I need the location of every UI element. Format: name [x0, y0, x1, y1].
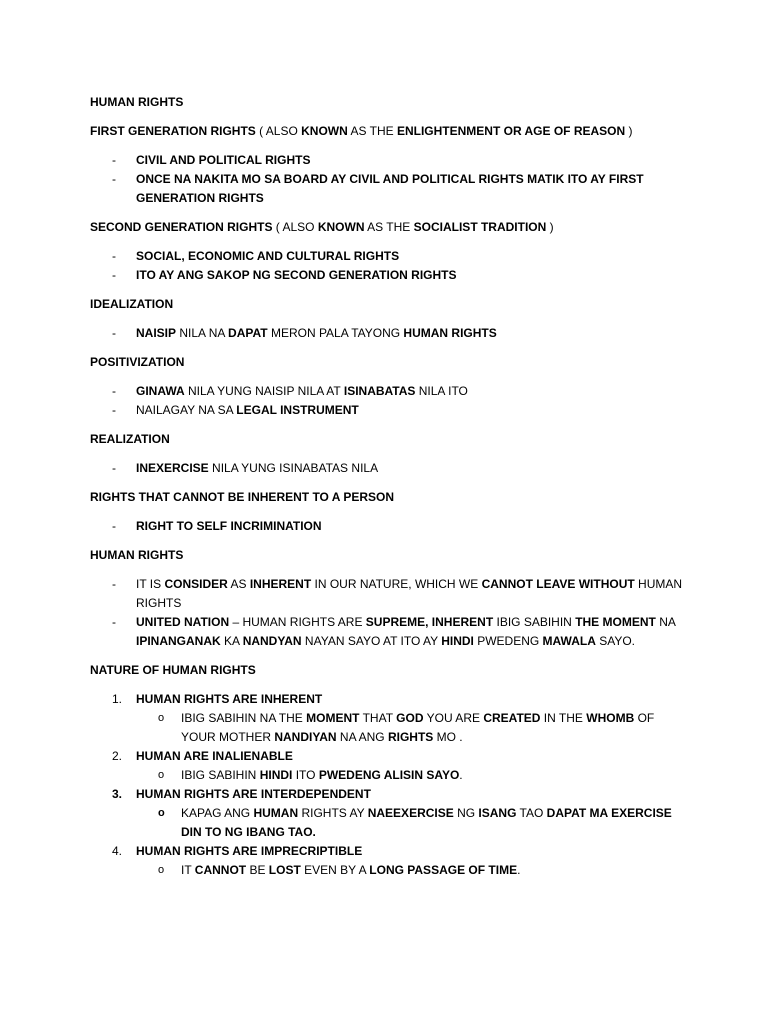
text-run: OF YOUR MOTHER [181, 711, 655, 744]
bullet-item [112, 247, 692, 266]
dash-marker: - [112, 577, 116, 591]
text-run: IBIG SABIHIN NA THE [181, 711, 307, 725]
dash-marker: - [112, 249, 116, 263]
bold-text-run: LOST [268, 863, 301, 877]
bold-text-run: KNOWN [301, 124, 348, 138]
item-text [136, 575, 692, 613]
bold-text-run: HINDI [441, 634, 474, 648]
bold-text-run: REALIZATION [90, 432, 170, 446]
numbered-item [112, 842, 692, 861]
bold-text-run: CONSIDER [164, 577, 228, 591]
bold-text-run: KNOWN [317, 220, 365, 234]
text-run: IT IS [136, 577, 165, 591]
bold-text-run: CREATED [483, 711, 541, 725]
item-text [136, 690, 692, 709]
list-number: 2. [112, 749, 123, 763]
bullet-item [112, 613, 692, 651]
heading-paragraph [90, 546, 690, 565]
bold-text-run: DAPAT [228, 326, 268, 340]
bold-text-run: NAISIP [136, 326, 177, 340]
sub-bullet-item [158, 766, 688, 785]
dash-marker: - [112, 153, 116, 167]
bold-text-run: DAPAT MA EXERCISE DIN TO NG IBANG TAO. [181, 806, 672, 839]
dash-marker: - [112, 615, 116, 629]
heading-paragraph [90, 430, 690, 449]
bold-text-run: HINDI [259, 768, 293, 782]
bullet-marker: o [158, 769, 165, 781]
bold-text-run: RIGHT TO SELF INCRIMINATION [136, 519, 322, 533]
text-run: IN OUR NATURE, WHICH WE [311, 577, 482, 591]
bold-text-run: POSITIVIZATION [90, 355, 185, 369]
item-text [181, 804, 688, 842]
text-run: NAYAN SAYO AT ITO AY [301, 634, 442, 648]
dash-marker: - [112, 268, 116, 282]
text-run: THAT [359, 711, 397, 725]
bold-text-run: HUMAN RIGHTS ARE IMPRECRIPTIBLE [136, 844, 363, 858]
text-run: . [459, 768, 463, 782]
heading-paragraph [90, 93, 690, 112]
heading-paragraph [90, 122, 690, 141]
bold-text-run: RIGHTS [387, 730, 434, 744]
text-run: IN THE [540, 711, 587, 725]
text-run: NILA YUNG NAISIP NILA AT [184, 384, 344, 398]
text-run: EVEN BY A [300, 863, 370, 877]
bold-text-run: INEXERCISE [136, 461, 209, 475]
item-text [136, 247, 692, 266]
bold-text-run: IPINANGANAK [136, 634, 221, 648]
bold-text-run: ENLIGHTENMENT OR AGE OF REASON [396, 124, 626, 138]
bold-text-run: GINAWA [136, 384, 185, 398]
dash-marker: - [112, 403, 116, 417]
bullet-marker: o [158, 807, 165, 819]
numbered-item [112, 747, 692, 766]
dash-marker: - [112, 461, 116, 475]
bold-text-run: ITO AY ANG SAKOP NG SECOND GENERATION RIGHTS [136, 268, 457, 282]
bold-text-run: MAWALA [542, 634, 596, 648]
text-run: PWEDENG [473, 634, 543, 648]
item-text [136, 151, 692, 170]
bullet-item [112, 517, 692, 536]
item-text [136, 324, 692, 343]
heading-paragraph [90, 295, 690, 314]
bold-text-run: HUMAN RIGHTS [90, 95, 184, 109]
list-number: 4. [112, 844, 123, 858]
heading-paragraph [90, 488, 690, 507]
text-run: ) [625, 124, 633, 138]
bullet-item [112, 170, 692, 208]
dash-marker: - [112, 384, 116, 398]
item-text [181, 861, 688, 880]
item-text [136, 170, 692, 208]
text-run: ) [546, 220, 554, 234]
text-run: NILA ITO [415, 384, 468, 398]
text-run: IBIG SABIHIN [493, 615, 576, 629]
text-run: NILA NA [176, 326, 229, 340]
sub-bullet-item [158, 709, 688, 747]
bold-text-run: HUMAN ARE INALIENABLE [136, 749, 293, 763]
dash-marker: - [112, 326, 116, 340]
heading-paragraph [90, 661, 690, 680]
text-run: AS THE [364, 220, 414, 234]
bold-text-run: HUMAN RIGHTS [403, 326, 497, 340]
text-run: RIGHTS AY [298, 806, 368, 820]
list-number: 3. [112, 787, 123, 801]
text-run: ( ALSO [272, 220, 318, 234]
bold-text-run: CIVIL AND POLITICAL RIGHTS [136, 153, 311, 167]
item-text [136, 459, 692, 478]
bullet-item [112, 266, 692, 285]
item-text [136, 517, 692, 536]
text-run: HUMAN RIGHTS [136, 577, 683, 610]
text-run: IBIG SABIHIN [181, 768, 260, 782]
bullet-item [112, 401, 692, 420]
dash-marker: - [112, 519, 116, 533]
heading-paragraph [90, 218, 690, 237]
bold-text-run: ISANG [478, 806, 517, 820]
bold-text-run: ONCE NA NAKITA MO SA BOARD AY CIVIL AND POLITICAL RIGHTS MATIK ITO AY FIRST GENERATION RIGHTS [136, 172, 644, 205]
text-run: KA [220, 634, 243, 648]
bullet-marker: o [158, 864, 165, 876]
dash-marker: - [112, 172, 116, 186]
bold-text-run: HUMAN RIGHTS [90, 548, 184, 562]
text-run: – HUMAN RIGHTS ARE [229, 615, 366, 629]
item-text [136, 266, 692, 285]
bold-text-run: NATURE OF HUMAN RIGHTS [90, 663, 256, 677]
bold-text-run: LEGAL INSTRUMENT [236, 403, 359, 417]
text-run: NA [655, 615, 676, 629]
bold-text-run: CANNOT LEAVE WITHOUT [481, 577, 635, 591]
item-text [136, 785, 692, 804]
item-text [136, 401, 692, 420]
text-run: YOU ARE [423, 711, 484, 725]
bold-text-run: WHOMB [586, 711, 635, 725]
bullet-item [112, 382, 692, 401]
item-text [136, 747, 692, 766]
text-run: NILA YUNG ISINABATAS NILA [208, 461, 379, 475]
text-run: IT [181, 863, 195, 877]
bold-text-run: LONG PASSAGE OF TIME [369, 863, 518, 877]
item-text [136, 842, 692, 861]
bold-text-run: RIGHTS THAT CANNOT BE INHERENT TO A PERSON [90, 490, 395, 504]
item-text [136, 613, 692, 651]
bullet-marker: o [158, 712, 165, 724]
bold-text-run: IDEALIZATION [90, 297, 174, 311]
bold-text-run: SECOND GENERATION RIGHTS [90, 220, 273, 234]
bold-text-run: CANNOT [194, 863, 247, 877]
sub-bullet-item [158, 861, 688, 880]
text-run: MERON PALA TAYONG [267, 326, 404, 340]
text-run: NG [453, 806, 479, 820]
bullet-item [112, 151, 692, 170]
text-run: MO . [433, 730, 463, 744]
bold-text-run: SOCIALIST TRADITION [413, 220, 547, 234]
bold-text-run: FIRST GENERATION RIGHTS [90, 124, 256, 138]
sub-bullet-item [158, 804, 688, 842]
item-text [136, 382, 692, 401]
text-run: NAILAGAY NA SA [136, 403, 237, 417]
text-run: ITO [292, 768, 319, 782]
item-text [181, 766, 688, 785]
bold-text-run: THE MOMENT [575, 615, 656, 629]
bold-text-run: PWEDENG ALISIN SAYO [318, 768, 460, 782]
bullet-item [112, 459, 692, 478]
numbered-item [112, 690, 692, 709]
bold-text-run: ISINABATAS [343, 384, 416, 398]
text-run: SAYO. [595, 634, 635, 648]
text-run: AS THE [347, 124, 397, 138]
bullet-item [112, 575, 692, 613]
bold-text-run: MOMENT [306, 711, 360, 725]
item-text [181, 709, 688, 747]
bold-text-run: NANDYAN [242, 634, 302, 648]
text-run: ( ALSO [255, 124, 302, 138]
text-run: NA ANG [336, 730, 388, 744]
text-run: AS [227, 577, 250, 591]
bold-text-run: NAEEXERCISE [367, 806, 454, 820]
bold-text-run: GOD [396, 711, 424, 725]
heading-paragraph [90, 353, 690, 372]
bold-text-run: UNITED NATION [136, 615, 230, 629]
bold-text-run: NANDIYAN [274, 730, 337, 744]
text-run: . [517, 863, 521, 877]
text-run: BE [246, 863, 269, 877]
bold-text-run: SOCIAL, ECONOMIC AND CULTURAL RIGHTS [136, 249, 400, 263]
text-run: TAO [516, 806, 547, 820]
bold-text-run: SUPREME, INHERENT [365, 615, 494, 629]
numbered-item [112, 785, 692, 804]
text-run: KAPAG ANG [181, 806, 254, 820]
list-number: 1. [112, 692, 123, 706]
bold-text-run: INHERENT [249, 577, 312, 591]
bullet-item [112, 324, 692, 343]
bold-text-run: HUMAN RIGHTS ARE INHERENT [136, 692, 323, 706]
bold-text-run: HUMAN RIGHTS ARE INTERDEPENDENT [136, 787, 371, 801]
bold-text-run: HUMAN [253, 806, 299, 820]
